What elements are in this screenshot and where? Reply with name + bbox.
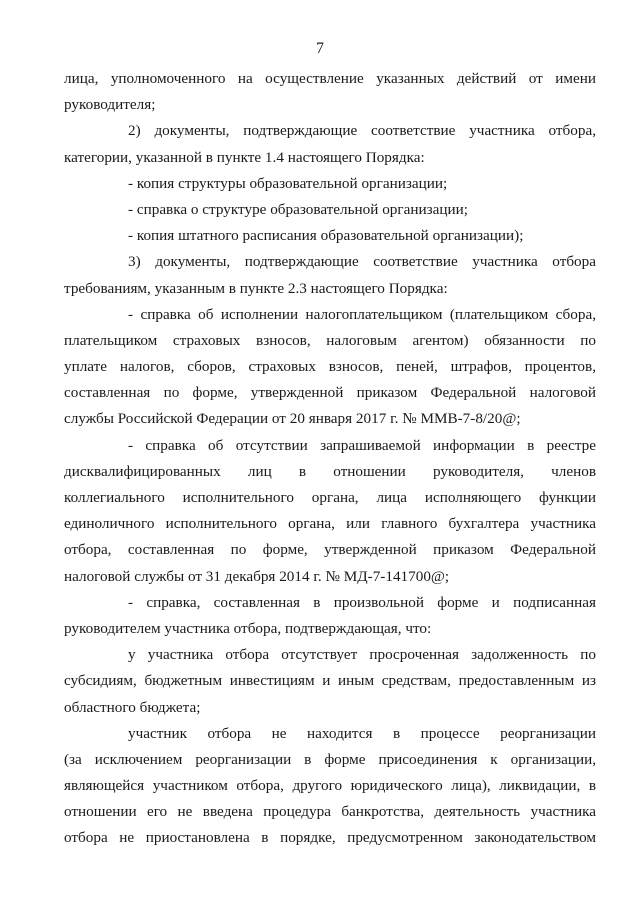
text-line: отбора, составленная по форме, утвержденной приказом Федеральной <box>64 541 596 559</box>
text-line: плательщиком страховых взносов, налоговым агентом) обязанности по <box>64 331 596 349</box>
text-line: 3) документы, подтверждающие соответствие участника отбора <box>128 253 596 271</box>
text-line: субсидиям, бюджетным инвестициям и иным средствам, предоставленным из <box>64 672 596 690</box>
text-line: службы Российской Федерации от 20 января 2017 г. № ММВ-7-8/20@; <box>64 410 521 428</box>
text-line: являющейся участником отбора, другого юридического лица), ликвидации, в <box>64 777 596 795</box>
text-line: отбора не приостановлена в порядке, предусмотренном законодательством <box>64 829 596 847</box>
text-line: (за исключением реорганизации в форме присоединения к организации, <box>64 750 596 768</box>
text-line: - копия структуры образовательной организации; <box>128 174 448 192</box>
text-line: - копия штатного расписания образовательной организации); <box>128 227 524 245</box>
text-line: составленная по форме, утвержденной приказом Федеральной налоговой <box>64 384 596 402</box>
text-line: - справка об исполнении налогоплательщиком (плательщиком сбора, <box>128 305 596 323</box>
document-body <box>64 66 596 852</box>
text-line: категории, указанной в пункте 1.4 настоящего Порядка: <box>64 148 425 166</box>
text-line: - справка о структуре образовательной организации; <box>128 200 468 218</box>
text-line: требованиям, указанным в пункте 2.3 настоящего Порядка: <box>64 279 448 297</box>
text-line: уплате налогов, сборов, страховых взносов, пеней, штрафов, процентов, <box>64 358 596 376</box>
text-line: единоличного исполнительного органа, или главного бухгалтера участника <box>64 515 596 533</box>
text-line: - справка, составленная в произвольной форме и подписанная <box>128 593 596 611</box>
text-line: областного бюджета; <box>64 698 201 716</box>
text-line: налоговой службы от 31 декабря 2014 г. № МД-7-141700@; <box>64 567 450 585</box>
text-line: руководителем участника отбора, подтверждающая, что: <box>64 619 432 637</box>
text-line: у участника отбора отсутствует просроченная задолженность по <box>128 646 596 664</box>
text-line: лица, уполномоченного на осуществление указанных действий от имени <box>64 70 596 87</box>
text-line: отношении его не введена процедура банкротства, деятельность участника <box>64 803 596 821</box>
text-line: руководителя; <box>64 96 156 114</box>
text-line: коллегиального исполнительного органа, лица исполняющего функции <box>64 489 596 506</box>
text-line: дисквалифицированных лиц в отношении руководителя, членов <box>64 462 596 480</box>
page-number: 7 <box>316 40 324 57</box>
text-line: - справка об отсутствии запрашиваемой информации в реестре <box>128 436 596 454</box>
text-line: 2) документы, подтверждающие соответствие участника отбора, <box>128 122 596 140</box>
text-line: участник отбора не находится в процессе реорганизации <box>128 724 596 742</box>
